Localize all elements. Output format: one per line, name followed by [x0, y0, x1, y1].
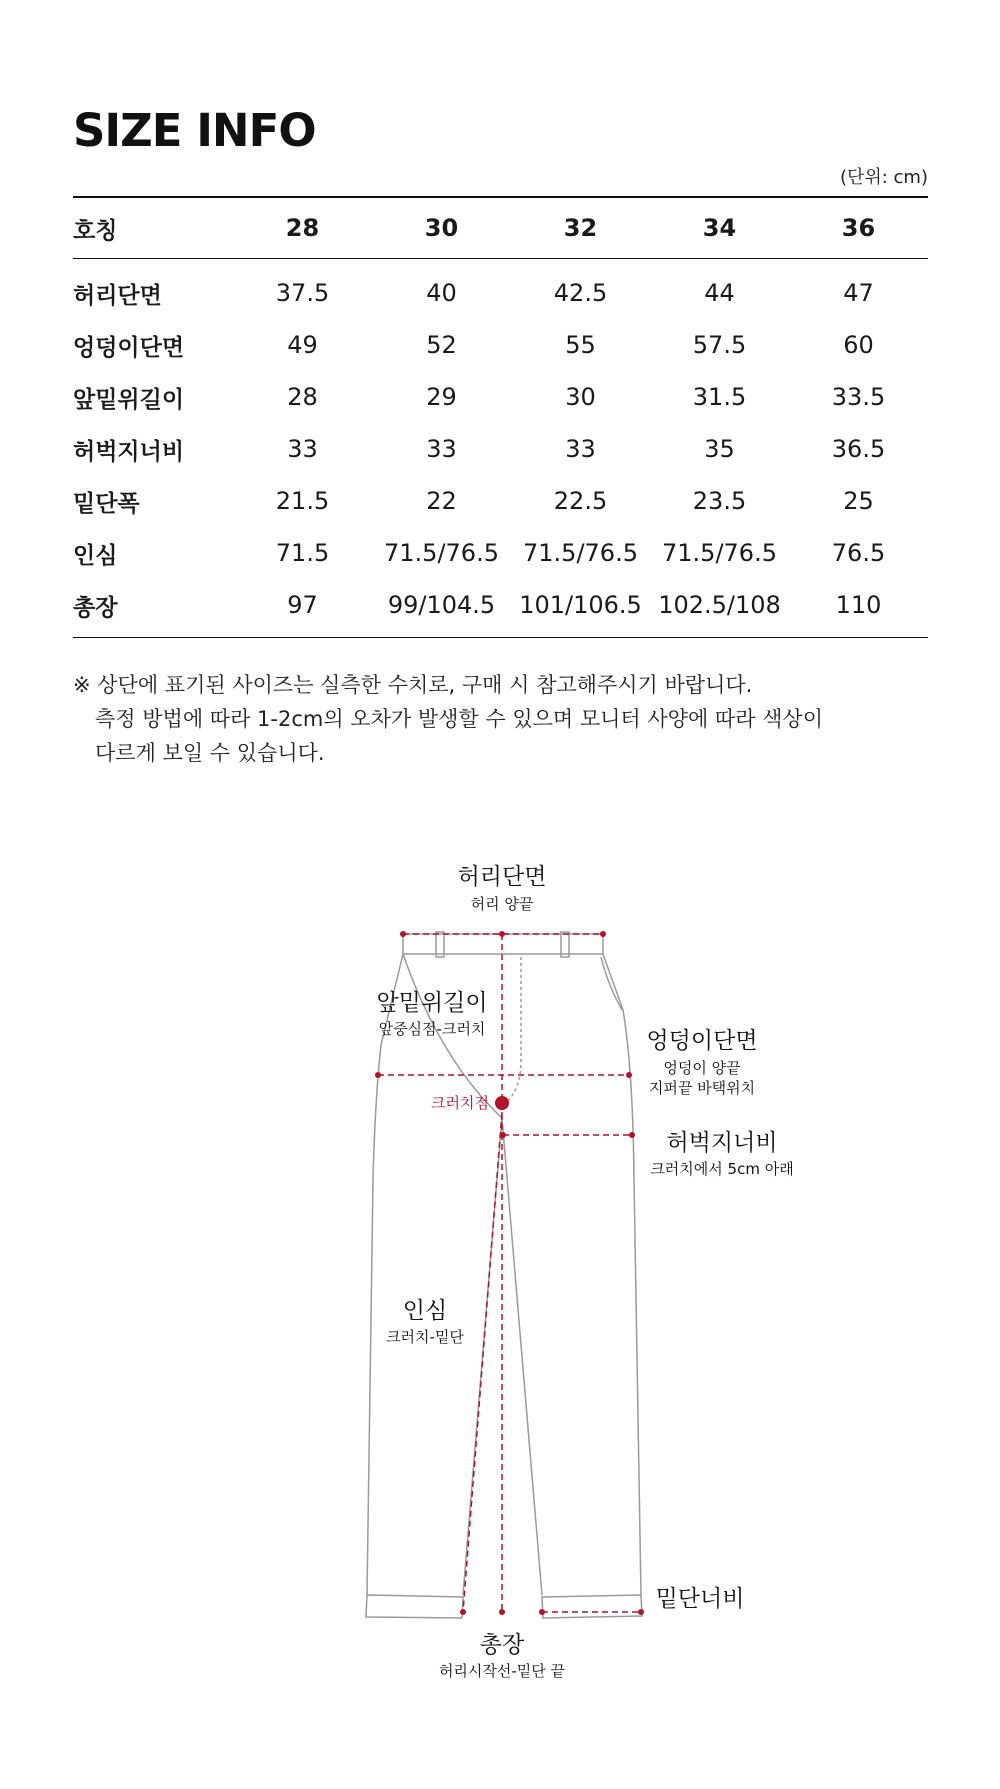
point-marker — [626, 1072, 632, 1078]
note-line: ※ 상단에 표기된 사이즈는 실측한 수치로, 구매 시 참고해주시기 바랍니다. — [73, 673, 753, 697]
hip-label: 엉덩이단면 — [646, 1028, 758, 1054]
table-cell: 35 — [704, 435, 735, 463]
point-marker — [629, 1132, 635, 1138]
table-cell: 25 — [843, 487, 874, 515]
fly-stitch — [506, 957, 521, 1102]
table-cell: 60 — [843, 331, 874, 359]
table-cell: 101/106.5 — [511, 579, 650, 638]
thigh-sublabel: 크러치에서 5cm 아래 — [650, 1160, 794, 1178]
thigh-label: 허벅지너비 — [666, 1130, 778, 1156]
crotch-point-label: 크러치점 — [431, 1094, 489, 1112]
row-label: 인심 — [73, 542, 118, 569]
header-cell: 호칭 — [73, 197, 233, 259]
table-cell: 22.5 — [553, 487, 608, 515]
hip-sublabel: 엉덩이 양끝 — [663, 1059, 741, 1077]
table-cell: 33 — [565, 435, 596, 463]
front-rise-label: 앞밑위길이 — [376, 990, 488, 1016]
table-cell: 110 — [789, 579, 928, 638]
table-cell: 23.5 — [692, 487, 747, 515]
outer-seam-left — [367, 954, 403, 1595]
inseam-label: 인심 — [402, 1298, 448, 1324]
header-cell: 28 — [233, 197, 372, 259]
table-cell: 33 — [426, 435, 457, 463]
table-cell: 31.5 — [692, 383, 747, 411]
header-cell: 36 — [789, 197, 928, 259]
unit-note: (단위: cm) — [839, 167, 928, 188]
row-label: 허벅지너비 — [73, 438, 185, 465]
table-cell: 21.5 — [275, 487, 330, 515]
table-cell: 33 — [287, 435, 318, 463]
right-hem-cuff — [542, 1595, 642, 1618]
pocket-line — [601, 957, 622, 1010]
row-label: 밑단폭 — [73, 490, 140, 517]
total-length-sublabel: 허리시작선-밑단 끝 — [438, 1662, 566, 1680]
table-cell: 29 — [426, 383, 457, 411]
crotch-point-marker — [495, 1096, 509, 1110]
row-label: 엉덩이단면 — [73, 334, 185, 361]
point-marker — [499, 1609, 505, 1615]
inseam-line — [463, 1112, 502, 1612]
note-line: 다르게 보일 수 있습니다. — [95, 741, 325, 765]
header-cell: 34 — [650, 197, 789, 259]
point-marker — [600, 931, 606, 937]
page-title: SIZE INFO — [73, 104, 316, 157]
table-cell: 42.5 — [553, 279, 608, 307]
left-hem-cuff — [366, 1595, 463, 1618]
waist-label: 허리단면 — [457, 864, 547, 890]
point-marker — [460, 1609, 466, 1615]
inseam-sublabel: 크러치-밑단 — [386, 1328, 464, 1346]
table-cell: 30 — [565, 383, 596, 411]
table-cell: 99/104.5 — [372, 579, 511, 638]
table-cell: 71.5 — [275, 539, 330, 567]
table-cell: 33.5 — [831, 383, 886, 411]
point-marker — [375, 1072, 381, 1078]
table-cell: 28 — [287, 383, 318, 411]
table-cell: 71.5/76.5 — [662, 539, 777, 567]
table-cell: 37.5 — [275, 279, 330, 307]
waistband — [403, 934, 603, 954]
header-cell: 30 — [372, 197, 511, 259]
front-rise-sublabel: 앞중심점-크러치 — [378, 1020, 486, 1038]
row-label: 앞밑위길이 — [73, 386, 185, 413]
header-cell: 32 — [511, 197, 650, 259]
hem-label: 밑단너비 — [655, 1586, 745, 1612]
point-marker — [539, 1609, 545, 1615]
table-cell: 22 — [426, 487, 457, 515]
inner-seam-right — [502, 1118, 542, 1595]
point-marker — [638, 1609, 644, 1615]
table-cell: 49 — [287, 331, 318, 359]
point-marker — [500, 1132, 506, 1138]
table-cell: 76.5 — [831, 539, 886, 567]
point-marker — [400, 931, 406, 937]
point-marker — [499, 931, 505, 937]
table-cell: 71.5/76.5 — [523, 539, 638, 567]
table-cell: 55 — [565, 331, 596, 359]
row-label: 허리단면 — [73, 282, 162, 309]
table-cell: 44 — [704, 279, 735, 307]
table-cell: 40 — [426, 279, 457, 307]
table-cell: 52 — [426, 331, 457, 359]
waist-sublabel: 허리 양끝 — [470, 895, 534, 913]
row-label: 총장 — [73, 579, 233, 638]
table-cell: 102.5/108 — [650, 579, 789, 638]
table-cell: 36.5 — [831, 435, 886, 463]
table-cell: 57.5 — [692, 331, 747, 359]
table-cell: 47 — [843, 279, 874, 307]
table-cell: 71.5/76.5 — [384, 539, 499, 567]
outer-seam-right — [603, 954, 641, 1595]
total-length-label: 총장 — [479, 1632, 525, 1658]
table-cell: 97 — [233, 579, 372, 638]
note-line: 측정 방법에 따라 1-2cm의 오차가 발생할 수 있으며 모니터 사양에 따라 색상이 — [95, 707, 824, 731]
hip-sublabel: 지퍼끝 바택위치 — [648, 1079, 756, 1097]
